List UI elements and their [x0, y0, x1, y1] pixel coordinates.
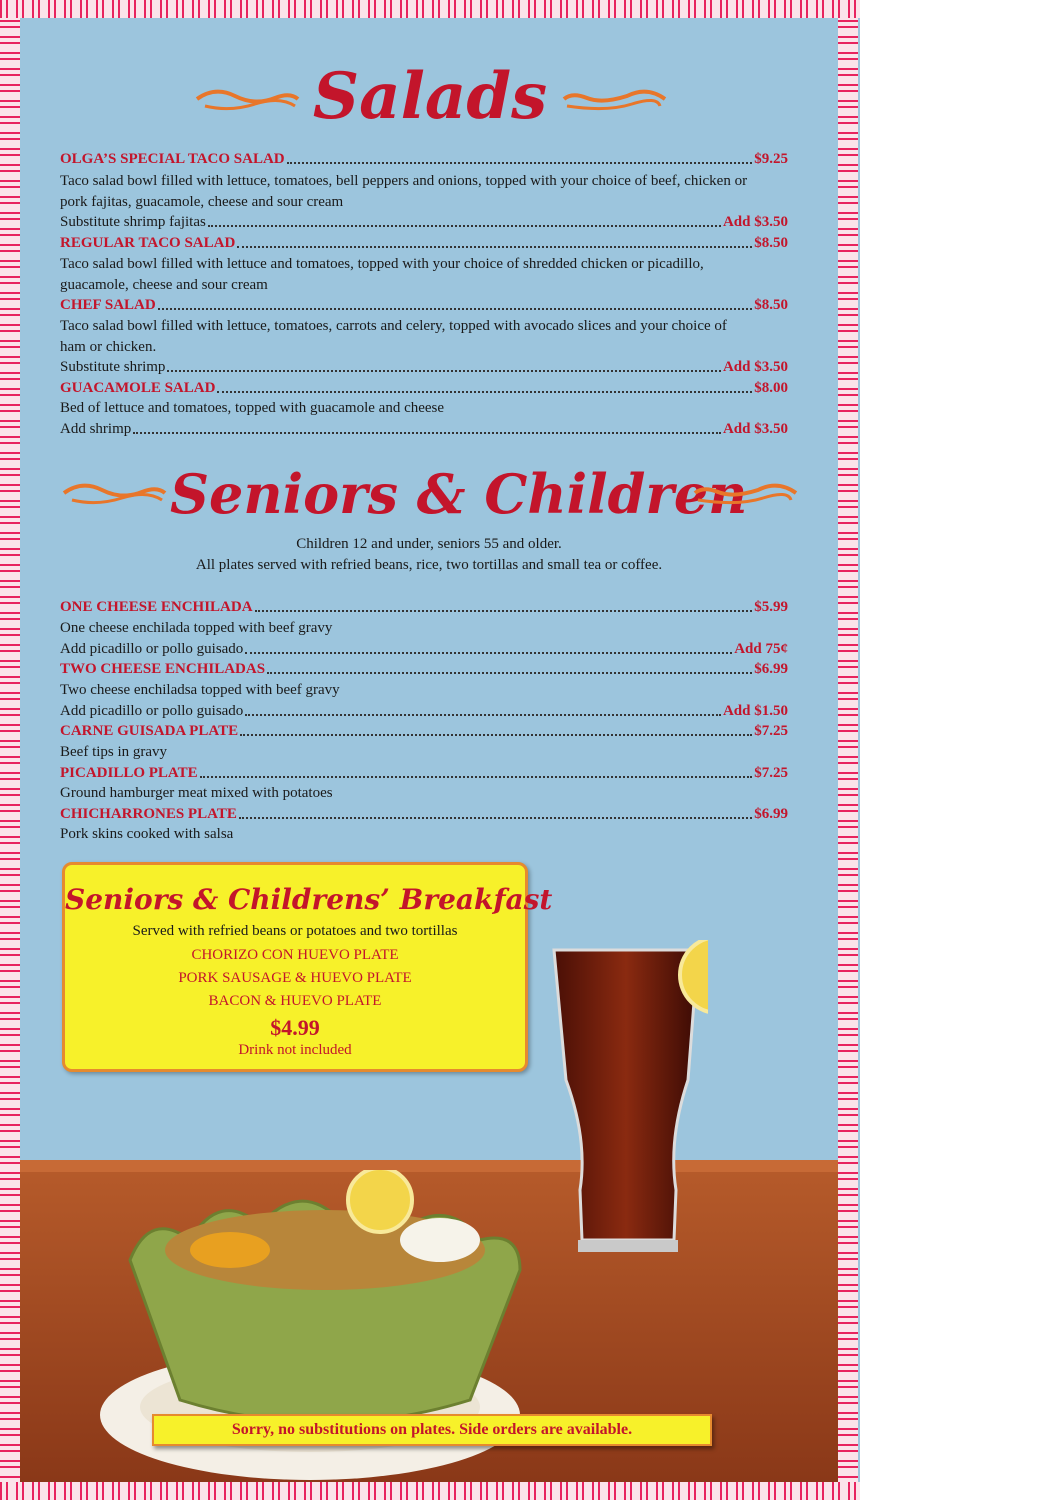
breakfast-item: BACON & HUEVO PLATE [208, 993, 382, 1009]
breakfast-price: $4.99 [270, 1015, 320, 1040]
addon-price: Add $3.50 [722, 421, 788, 437]
menu-item-row [60, 596, 788, 616]
leader-dots [167, 370, 721, 372]
description-line: Pork skins cooked with salsa [60, 826, 234, 842]
item-price: $6.99 [754, 661, 788, 677]
item-name: CHEF SALAD [60, 297, 156, 313]
menu-item-row [60, 377, 788, 397]
description-line: Bed of lettuce and tomatoes, topped with guacamole and cheese [60, 400, 445, 416]
addon-row [60, 638, 788, 658]
item-price: $6.99 [754, 806, 788, 822]
addon-label: Add picadillo or pollo guisado [60, 641, 244, 657]
item-name: REGULAR TACO SALAD [60, 235, 236, 251]
addon-price: Add 75¢ [734, 641, 788, 657]
leader-dots [239, 817, 752, 819]
item-description [60, 398, 788, 419]
addon-label: Add shrimp [60, 421, 132, 437]
right-border-pattern [838, 0, 858, 1500]
description-line: Taco salad bowl filled with lettuce and tomatoes, topped with your choice of shredded chicken or picadillo, [60, 256, 704, 272]
addon-price: Add $3.50 [722, 214, 788, 230]
item-price: $7.25 [754, 723, 788, 739]
right-flourish-icon [693, 478, 798, 508]
seniors-children-title: Seniors & Children [170, 462, 748, 526]
item-name: GUACAMOLE SALAD [60, 380, 216, 396]
leader-dots [255, 610, 753, 612]
item-description [60, 316, 788, 358]
menu-item-row [60, 294, 788, 314]
leader-dots [217, 391, 752, 393]
iced-tea-glass-image [548, 940, 708, 1260]
item-name: OLGA’S SPECIAL TACO SALAD [60, 151, 285, 167]
description-line: pork fajitas, guacamole, cheese and sour cream [60, 194, 344, 210]
description-line: Beef tips in gravy [60, 744, 168, 760]
description-line: Taco salad bowl filled with lettuce, tomatoes, carrots and celery, topped with avocado slices and your choice of [60, 318, 727, 334]
menu-item-row [60, 148, 788, 168]
description-line: Taco salad bowl filled with lettuce, tomatoes, bell peppers and onions, topped with your choice of beef, chicken or [60, 173, 748, 189]
menu-item-row [60, 720, 788, 740]
leader-dots [237, 246, 752, 248]
addon-price: Add $3.50 [722, 359, 788, 375]
item-description [60, 824, 788, 845]
description-line: One cheese enchilada topped with beef gravy [60, 620, 333, 636]
left-border-pattern [0, 0, 20, 1500]
item-description [60, 783, 788, 804]
addon-row [60, 700, 788, 720]
item-price: $9.25 [754, 151, 788, 167]
menu-item-row [60, 658, 788, 678]
leader-dots [245, 652, 732, 654]
leader-dots [200, 776, 753, 778]
leader-dots [158, 308, 753, 310]
breakfast-item: CHORIZO CON HUEVO PLATE [191, 947, 399, 963]
menu-item-row [60, 803, 788, 823]
leader-dots [240, 734, 752, 736]
item-price: $8.00 [754, 380, 788, 396]
item-price: $5.99 [754, 599, 788, 615]
breakfast-subtitle: Served with refried beans or potatoes and two tortillas [132, 923, 458, 939]
eligibility-note: Children 12 and under, seniors 55 and older. [296, 536, 562, 552]
leader-dots [287, 162, 753, 164]
item-name: CHICHARRONES PLATE [60, 806, 237, 822]
salads-title: Salads [312, 59, 548, 134]
leader-dots [245, 714, 721, 716]
breakfast-special-box [62, 862, 553, 1072]
right-flourish-icon [562, 84, 667, 114]
addon-price: Add $1.50 [722, 703, 788, 719]
item-description [60, 254, 788, 296]
left-flourish-icon [62, 478, 167, 508]
left-flourish-icon [195, 84, 300, 114]
item-name: TWO CHEESE ENCHILADAS [60, 661, 266, 677]
leader-dots [267, 672, 752, 674]
addon-row [60, 211, 788, 231]
item-price: $8.50 [754, 297, 788, 313]
description-line: Ground hamburger meat mixed with potatoes [60, 785, 333, 801]
menu-item-row [60, 232, 788, 252]
addon-row [60, 356, 788, 376]
item-name: CARNE GUISADA PLATE [60, 723, 239, 739]
top-border-pattern [0, 0, 860, 18]
item-description [60, 171, 788, 213]
item-price: $7.25 [754, 765, 788, 781]
breakfast-drink-note: Drink not included [238, 1042, 352, 1058]
addon-row [60, 418, 788, 438]
taco-salad-image [110, 1170, 540, 1430]
leader-dots [208, 225, 721, 227]
breakfast-item: PORK SAUSAGE & HUEVO PLATE [178, 970, 412, 986]
plates-note: All plates served with refried beans, rice, two tortillas and small tea or coffee. [195, 557, 663, 573]
menu-item-row [60, 762, 788, 782]
item-description [60, 680, 788, 701]
leader-dots [133, 432, 721, 434]
item-name: PICADILLO PLATE [60, 765, 198, 781]
item-price: $8.50 [754, 235, 788, 251]
addon-label: Add picadillo or pollo guisado [60, 703, 244, 719]
description-line: guacamole, cheese and sour cream [60, 277, 268, 293]
addon-label: Substitute shrimp [60, 359, 166, 375]
item-name: ONE CHEESE ENCHILADA [60, 599, 253, 615]
breakfast-title: Seniors & Childrens’ Breakfast [65, 883, 553, 916]
no-substitutions-notice: Sorry, no substitutions on plates. Side orders are available. [152, 1414, 712, 1446]
addon-label: Substitute shrimp fajitas [60, 214, 206, 230]
description-line: ham or chicken. [60, 339, 157, 355]
item-description [60, 742, 788, 763]
item-description [60, 618, 788, 639]
description-line: Two cheese enchiladsa topped with beef gravy [60, 682, 340, 698]
